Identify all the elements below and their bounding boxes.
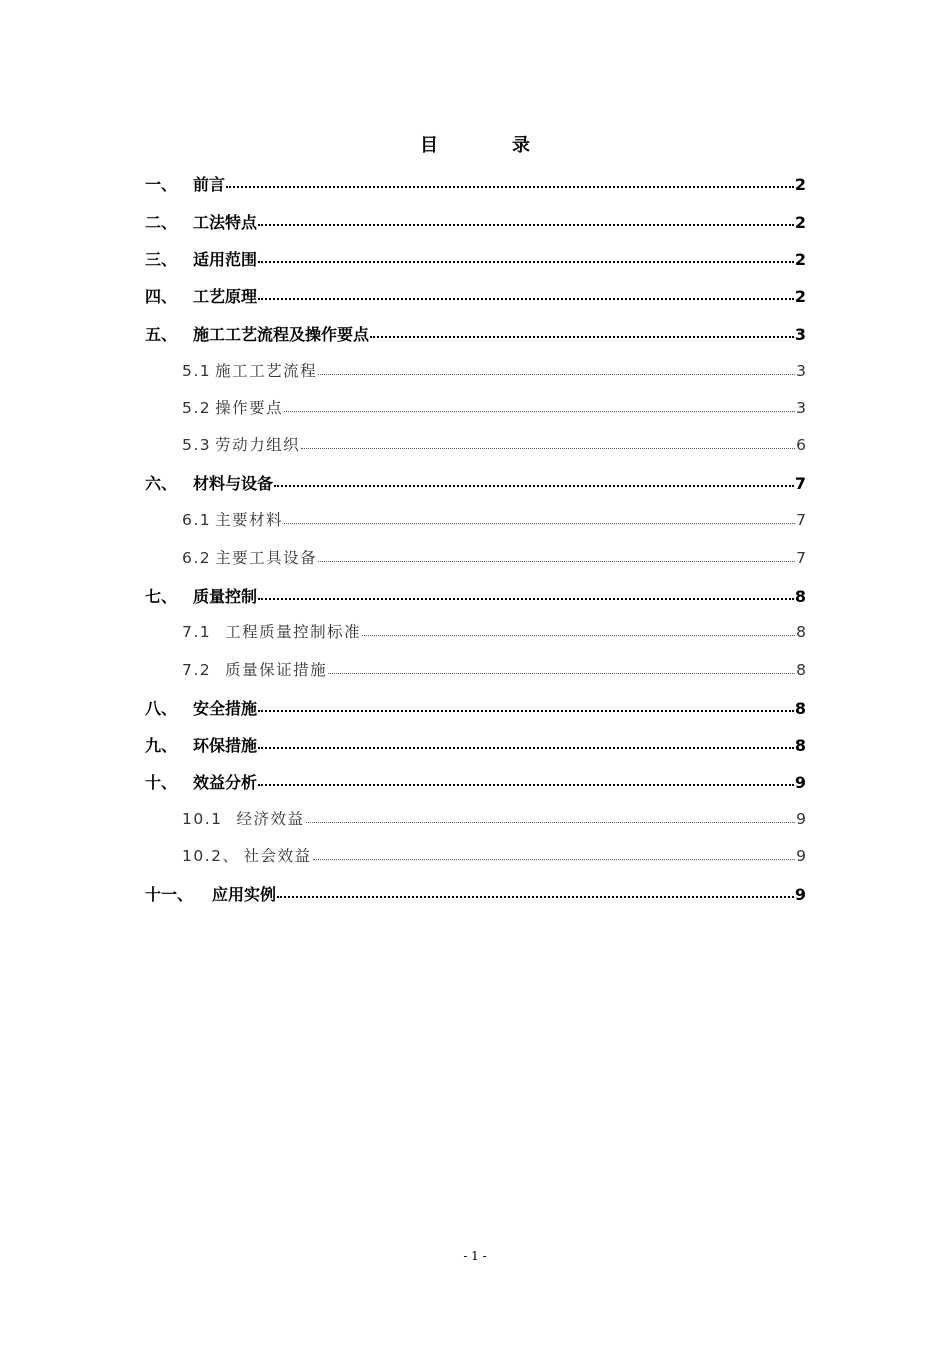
- toc-title: 应用实例: [212, 885, 277, 904]
- toc-number: 六、: [145, 474, 178, 493]
- toc-entry-6-1[interactable]: [182, 508, 806, 532]
- toc-page-number: 8: [794, 736, 806, 755]
- toc-page-number: 6: [796, 436, 806, 454]
- toc-page-number: 3: [794, 325, 806, 344]
- page-title: 目 录: [420, 135, 558, 156]
- toc-title: 主要材料: [215, 511, 284, 529]
- toc-title: 主要工具设备: [215, 549, 318, 567]
- toc-entry-5-3[interactable]: [182, 433, 806, 457]
- toc-title: 工艺原理: [193, 287, 258, 306]
- toc-dot-leader: [284, 410, 795, 412]
- toc-title: 效益分析: [193, 773, 258, 792]
- toc-entry-benefits[interactable]: [145, 770, 806, 794]
- toc-number: 6.1: [182, 511, 212, 529]
- toc-entry-5-1[interactable]: [182, 359, 806, 383]
- toc-page-number: 8: [794, 699, 806, 718]
- toc-dot-leader: [318, 373, 795, 375]
- toc-entry-cases[interactable]: [145, 882, 806, 906]
- toc-page-number: 9: [794, 885, 806, 904]
- toc-title: 质量控制: [193, 587, 258, 606]
- toc-dot-leader: [301, 447, 795, 449]
- toc-entry-environment[interactable]: [145, 733, 806, 757]
- toc-number: 7.2: [182, 661, 212, 679]
- toc-page-number: 3: [796, 399, 806, 417]
- toc-number: 5.3: [182, 436, 212, 454]
- toc-title: 前言: [193, 175, 226, 194]
- toc-dot-leader: [226, 185, 794, 188]
- toc-entry-principle[interactable]: [145, 284, 806, 308]
- toc-title: 施工工艺流程及操作要点: [193, 325, 370, 344]
- toc-page-number: 2: [794, 175, 806, 194]
- toc-dot-leader: [274, 484, 794, 487]
- toc-dot-leader: [258, 297, 794, 300]
- toc-number: 四、: [145, 287, 178, 306]
- toc-number: 二、: [145, 213, 178, 232]
- toc-entry-process[interactable]: [145, 322, 806, 346]
- toc-title: 工法特点: [193, 213, 258, 232]
- toc-page-number: 8: [796, 661, 806, 679]
- toc-number: 10.2、: [182, 847, 240, 865]
- toc-dot-leader: [306, 821, 796, 823]
- toc-page-number: 9: [794, 773, 806, 792]
- toc-dot-leader: [362, 634, 795, 636]
- toc-dot-leader: [258, 709, 794, 712]
- toc-number: 七、: [145, 587, 178, 606]
- toc-title: 社会效益: [243, 847, 312, 865]
- toc-entry-10-2[interactable]: [182, 844, 806, 868]
- toc-entry-materials[interactable]: [145, 471, 806, 495]
- page-number-footer: - 1 -: [463, 1249, 487, 1263]
- toc-page-number: 7: [794, 474, 806, 493]
- toc-entry-6-2[interactable]: [182, 546, 806, 570]
- toc-page-number: 8: [794, 587, 806, 606]
- toc-page-number: 8: [796, 623, 806, 641]
- toc-entry-features[interactable]: [145, 210, 806, 234]
- toc-title: 劳动力组织: [215, 436, 301, 454]
- toc-entry-scope[interactable]: [145, 247, 806, 271]
- toc-title: 材料与设备: [193, 474, 274, 493]
- toc-entry-safety[interactable]: [145, 696, 806, 720]
- toc-number: 5.2: [182, 399, 212, 417]
- toc-number: 10.1: [182, 810, 223, 828]
- toc-dot-leader: [328, 672, 795, 674]
- toc-dot-leader: [258, 597, 794, 600]
- toc-dot-leader: [258, 223, 794, 226]
- toc-entry-quality[interactable]: [145, 584, 806, 608]
- toc-number: 7.1: [182, 623, 212, 641]
- toc-page-number: 9: [796, 810, 806, 828]
- toc-page-number: 2: [794, 287, 806, 306]
- toc-page-number: 2: [794, 250, 806, 269]
- toc-title: 操作要点: [215, 399, 284, 417]
- toc-number: 十一、: [145, 885, 194, 904]
- toc-dot-leader: [284, 522, 795, 524]
- toc-number: 十、: [145, 773, 178, 792]
- toc-entry-10-1[interactable]: [182, 807, 806, 831]
- toc-title: 适用范围: [193, 250, 258, 269]
- toc-title: 经济效益: [236, 810, 305, 828]
- toc-dot-leader: [318, 560, 795, 562]
- toc-number: 6.2: [182, 549, 212, 567]
- toc-dot-leader: [258, 783, 794, 786]
- toc-page-number: 2: [794, 213, 806, 232]
- toc-entry-5-2[interactable]: [182, 396, 806, 420]
- toc-number: 三、: [145, 250, 178, 269]
- toc-number: 九、: [145, 736, 178, 755]
- toc-dot-leader: [258, 260, 794, 263]
- toc-number: 5.1: [182, 362, 212, 380]
- toc-dot-leader: [277, 895, 794, 898]
- toc-page-number: 7: [796, 549, 806, 567]
- toc-entry-preface[interactable]: [145, 172, 806, 196]
- toc-dot-leader: [313, 858, 796, 860]
- toc-dot-leader: [258, 746, 794, 749]
- toc-entry-7-2[interactable]: [182, 658, 806, 682]
- toc-number: 八、: [145, 699, 178, 718]
- toc-title: 工程质量控制标准: [225, 623, 362, 641]
- toc-page-number: 9: [796, 847, 806, 865]
- toc-title: 质量保证措施: [225, 661, 328, 679]
- toc-number: 一、: [145, 175, 178, 194]
- toc-dot-leader: [370, 335, 794, 338]
- toc-page-number: 7: [796, 511, 806, 529]
- toc-page-number: 3: [796, 362, 806, 380]
- toc-entry-7-1[interactable]: [182, 620, 806, 644]
- toc-title: 环保措施: [193, 736, 258, 755]
- toc-title: 施工工艺流程: [215, 362, 318, 380]
- toc-title: 安全措施: [193, 699, 258, 718]
- toc-number: 五、: [145, 325, 178, 344]
